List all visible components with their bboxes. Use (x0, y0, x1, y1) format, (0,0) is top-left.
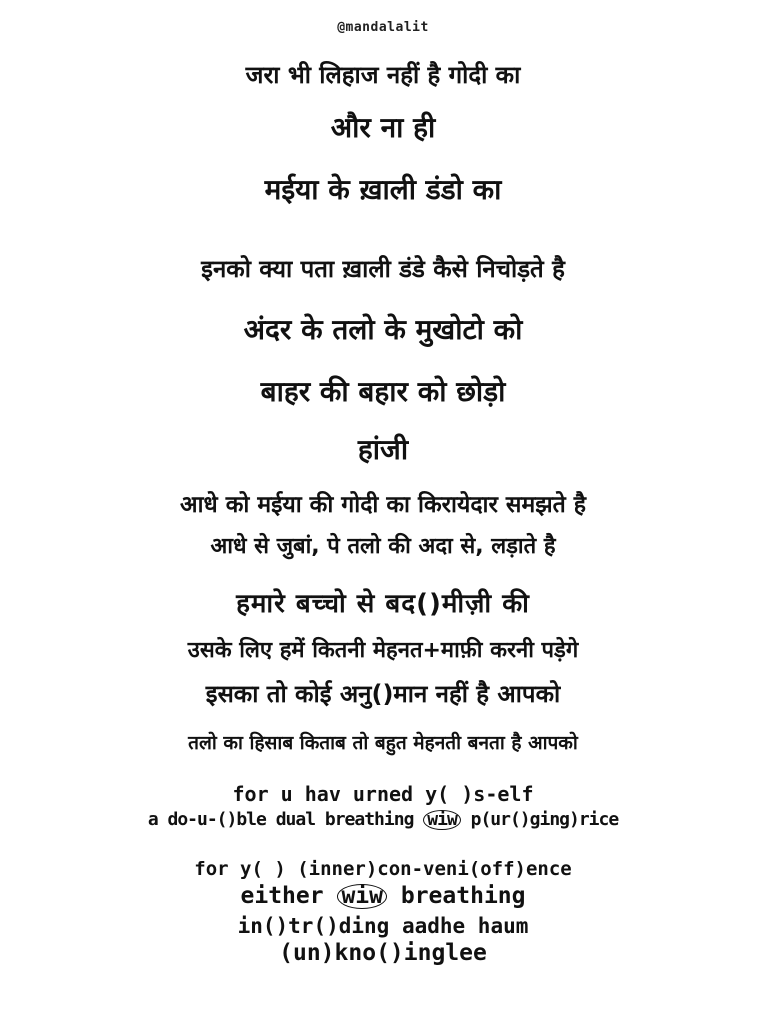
english-line-4 (0, 883, 766, 909)
english-line-1: for u hav urned y( )s-elf (232, 782, 534, 806)
poem-line-4: इनको क्या पता ख़ाली डंडे कैसे निचोड़ते है (201, 255, 565, 283)
english-line-2-start: a do-u-()ble dual breathing (147, 809, 414, 830)
author-handle: @mandalalit (337, 20, 429, 35)
english-line-6: (un)kno()inglee (279, 940, 487, 966)
wiw-circled-2: wiw (337, 884, 387, 909)
wiw-circled-1: wiw (423, 810, 461, 830)
poem-line-11: उसके लिए हमें कितनी मेहनत+माफ़ी करनी पड़ेगे (187, 638, 579, 663)
poem-line-9: आधे से जुबां, पे तलो की अदा से, लड़ाते है (210, 534, 556, 559)
english-line-2 (0, 809, 766, 830)
english-line-2-end: p(ur()ging)rice (470, 809, 619, 830)
english-line-3: for y( ) (inner)con-veni(off)ence (194, 858, 572, 880)
poem-line-2: और ना ही (330, 111, 436, 144)
poem-line-7: हांजी (357, 433, 409, 466)
english-line-5: in()tr()ding aadhe haum (237, 914, 529, 938)
poem-line-10: हमारे बच्चो से बद()मीज़ी की (236, 589, 530, 619)
poem-line-12: इसका तो कोई अनु()मान नहीं है आपको (205, 680, 561, 708)
poem-line-5: अंदर के तलो के मुखोटो को (243, 313, 523, 346)
english-line-4-end: breathing (400, 883, 526, 909)
poem-line-8: आधे को मईया की गोदी का किरायेदार समझते है (180, 492, 586, 518)
poem-line-13: तलो का हिसाब किताब तो बहुत मेहनती बनता है आपको (188, 732, 578, 754)
poem-line-3: मईया के ख़ाली डंडो का (264, 173, 502, 206)
poem-line-1: जरा भी लिहाज नहीं है गोदी का (245, 61, 521, 89)
poem-line-6: बाहर की बहार को छोड़ो (260, 375, 506, 408)
english-line-4-start: either (240, 883, 324, 909)
